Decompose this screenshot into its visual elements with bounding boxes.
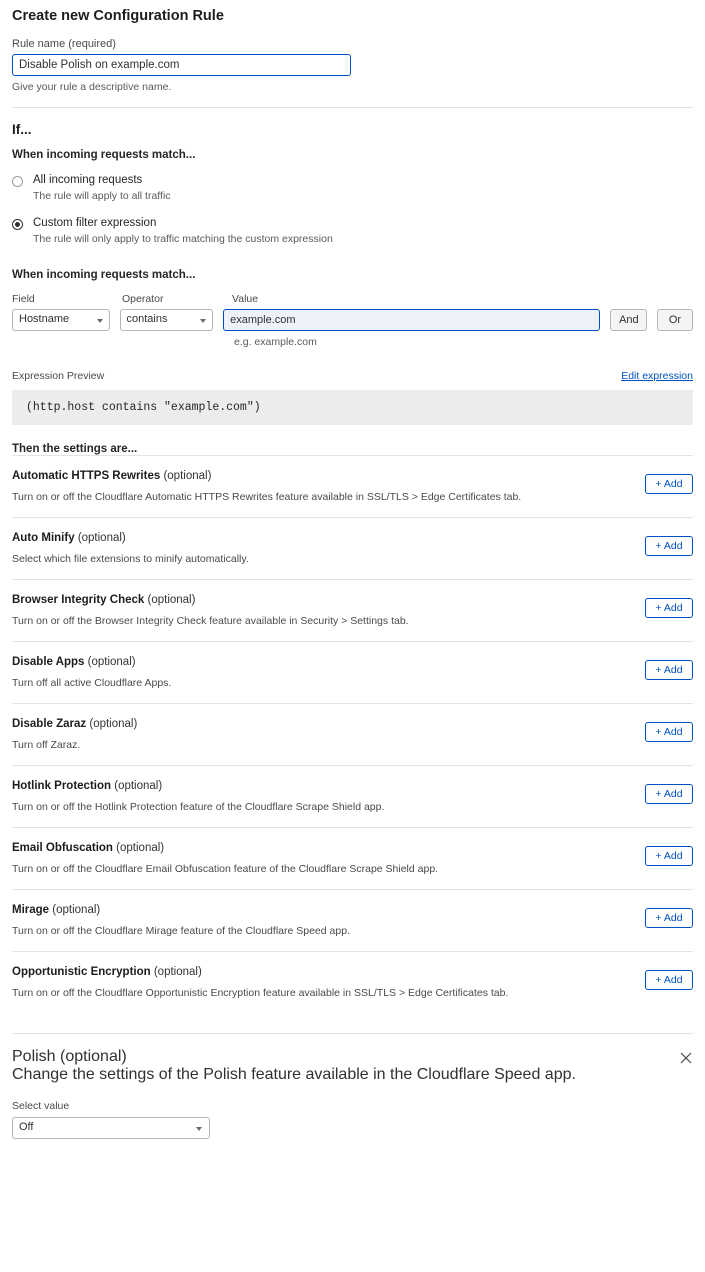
setting-description: Turn on or off the Cloudflare Automatic HTTPS Rewrites feature available in SSL/TLS > Edge Certificates tab. <box>12 491 522 503</box>
setting-optional-tag: (optional) <box>114 780 163 792</box>
setting-name: Browser Integrity Check <box>12 594 145 606</box>
value-input[interactable] <box>223 309 600 331</box>
radio-option-all-requests[interactable] <box>12 173 693 202</box>
builder-heading: When incoming requests match... <box>12 269 196 281</box>
setting-optional-tag: (optional) <box>60 1048 127 1065</box>
chevron-down-icon <box>200 319 206 323</box>
radio-label-all-requests: All incoming requests <box>33 174 143 186</box>
add-setting-button[interactable]: + Add <box>645 846 693 866</box>
field-select-value: Hostname <box>19 313 70 325</box>
setting-optional-tag: (optional) <box>147 594 196 606</box>
setting-name: Automatic HTTPS Rewrites <box>12 470 161 482</box>
polish-value-select[interactable] <box>12 1117 210 1139</box>
add-setting-button[interactable]: + Add <box>645 908 693 928</box>
and-button[interactable]: And <box>610 309 647 331</box>
operator-select[interactable] <box>120 309 214 331</box>
setting-disable-apps <box>12 641 693 703</box>
setting-name: Disable Apps <box>12 656 85 668</box>
add-setting-button[interactable]: + Add <box>645 660 693 680</box>
setting-name: Mirage <box>12 904 50 916</box>
expression-preview-label: Expression Preview <box>12 370 105 382</box>
setting-automatic-https-rewrites <box>12 455 693 517</box>
column-header-value: Value <box>232 293 259 305</box>
radio-icon-custom-filter[interactable] <box>12 219 23 230</box>
if-section-subheading: When incoming requests match... <box>12 149 196 161</box>
expression-preview-box: (http.host contains "example.com") <box>12 390 693 425</box>
operator-select-value: contains <box>126 313 168 325</box>
if-section-heading: If... <box>12 122 32 137</box>
polish-value-select-value: Off <box>19 1121 34 1133</box>
setting-optional-tag: (optional) <box>116 842 165 854</box>
setting-optional-tag: (optional) <box>77 532 126 544</box>
setting-hotlink-protection <box>12 765 693 827</box>
setting-optional-tag: (optional) <box>52 904 101 916</box>
setting-description: Change the settings of the Polish feature available in the Cloudflare Speed app. <box>12 1066 576 1083</box>
close-icon[interactable] <box>679 1051 693 1065</box>
setting-auto-minify <box>12 517 693 579</box>
setting-optional-tag: (optional) <box>163 470 212 482</box>
builder-column-headers <box>12 293 693 305</box>
setting-description: Select which file extensions to minify automatically. <box>12 553 249 565</box>
rule-name-input[interactable] <box>12 54 351 76</box>
setting-optional-tag: (optional) <box>89 718 138 730</box>
setting-name: Hotlink Protection <box>12 780 112 792</box>
radio-desc-all-requests: The rule will apply to all traffic <box>33 190 171 202</box>
setting-disable-zaraz <box>12 703 693 765</box>
radio-label-custom-filter: Custom filter expression <box>33 217 157 229</box>
column-header-field: Field <box>12 293 35 305</box>
rule-name-label: Rule name (required) <box>12 38 116 50</box>
radio-icon-all-requests[interactable] <box>12 176 23 187</box>
add-setting-button[interactable]: + Add <box>645 784 693 804</box>
add-setting-button[interactable]: + Add <box>645 722 693 742</box>
rule-name-group <box>12 38 693 93</box>
setting-optional-tag: (optional) <box>87 656 136 668</box>
setting-name: Disable Zaraz <box>12 718 87 730</box>
field-select[interactable] <box>12 309 110 331</box>
edit-expression-link[interactable]: Edit expression <box>621 370 693 382</box>
page-title: Create new Configuration Rule <box>12 8 224 24</box>
setting-description: Turn on or off the Browser Integrity Check feature available in Security > Settings tab. <box>12 615 409 627</box>
add-setting-button[interactable]: + Add <box>645 536 693 556</box>
setting-name: Opportunistic Encryption <box>12 966 151 978</box>
chevron-down-icon <box>97 319 103 323</box>
setting-opportunistic-encryption <box>12 951 693 1013</box>
setting-description: Turn on or off the Cloudflare Email Obfuscation feature of the Cloudflare Scrape Shield app. <box>12 863 439 875</box>
or-button[interactable]: Or <box>657 309 693 331</box>
add-setting-button[interactable]: + Add <box>645 970 693 990</box>
polish-select-label: Select value <box>12 1100 70 1112</box>
expression-builder-row <box>12 309 693 331</box>
then-section-heading: Then the settings are... <box>12 443 138 455</box>
setting-email-obfuscation <box>12 827 693 889</box>
setting-name: Auto Minify <box>12 532 75 544</box>
rule-name-helper: Give your rule a descriptive name. <box>12 81 172 93</box>
setting-name: Polish <box>12 1048 56 1065</box>
chevron-down-icon <box>196 1127 202 1131</box>
setting-description: Turn on or off the Hotlink Protection feature of the Cloudflare Scrape Shield app. <box>12 801 385 813</box>
setting-optional-tag: (optional) <box>153 966 202 978</box>
add-setting-button[interactable]: + Add <box>645 474 693 494</box>
setting-description: Turn on or off the Cloudflare Mirage feature of the Cloudflare Speed app. <box>12 925 350 937</box>
setting-name: Email Obfuscation <box>12 842 113 854</box>
setting-mirage <box>12 889 693 951</box>
column-header-operator: Operator <box>122 293 164 305</box>
setting-browser-integrity-check <box>12 579 693 641</box>
setting-description: Turn off all active Cloudflare Apps. <box>12 677 172 689</box>
radio-desc-custom-filter: The rule will only apply to traffic matching the custom expression <box>33 233 333 245</box>
divider <box>12 107 693 108</box>
value-hint: e.g. example.com <box>234 336 317 348</box>
add-setting-button[interactable]: + Add <box>645 598 693 618</box>
expression-preview-bar <box>12 370 693 382</box>
radio-option-custom-filter[interactable] <box>12 216 693 245</box>
setting-description: Turn on or off the Cloudflare Opportunistic Encryption feature available in SSL/TLS > Edge Certificates tab. <box>12 987 509 999</box>
setting-polish <box>12 1033 693 1139</box>
setting-description: Turn off Zaraz. <box>12 739 81 751</box>
